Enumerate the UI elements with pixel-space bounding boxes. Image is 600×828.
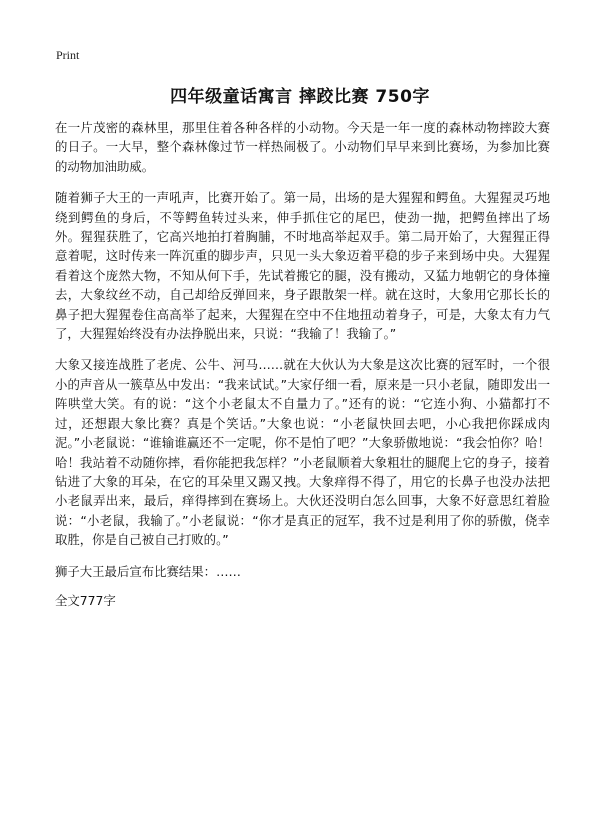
- article-body: [55, 118, 550, 622]
- article-paragraph: 狮子大王最后宣布比赛结果：……: [55, 563, 241, 579]
- article-paragraph: 在一片茂密的森林里，那里住着各种各样的小动物。今天是一年一度的森林动物摔跤大赛的日子。一大早，整个森林像过节一样热闹极了。小动物们早早来到比赛场，为参加比赛的动物加油助威。: [55, 120, 550, 174]
- article-paragraph: 随着狮子大王的一声吼声，比赛开始了。第一局，出场的是大猩猩和鳄鱼。大猩猩灵巧地绕到鳄鱼的身后，不等鳄鱼转过头来，伸手抓住它的尾巴，使劲一抛，把鳄鱼摔出了场外。猩猩获胜了，它高兴地拍打着胸脯，不时地高举起双手。第二局开始了，大猩猩正得意着呢，这时传来一阵沉重的脚步声，只见一头大象迈着平稳的步子来到场中央。大猩猩看着这个庞然大物，不知从何下手，先试着搬它的腿，没有搬动，又猛力地朝它的身体撞去，大象纹丝不动，自己却给反弹回来，身子跟散架一样。就在这时，大象用它那长长的鼻子把大猩猩卷住高高举了起来，大猩猩在空中不住地扭动着身子，可是，大象太有力气了，大猩猩始终没有办法挣脱出来，只说：“我输了！我输了。”: [55, 190, 550, 342]
- print-link[interactable]: Print: [56, 48, 80, 62]
- article-title: 四年级童话寓言 摔跤比赛 750字: [170, 87, 430, 107]
- word-count: 全文777字: [55, 592, 116, 608]
- article-paragraph: 大象又接连战胜了老虎、公牛、河马……就在大伙认为大象是这次比赛的冠军时，一个很小的声音从一簇草丛中发出：“我来试试。”大家仔细一看，原来是一只小老鼠，随即发出一阵哄堂大笑。有的说：“这个小老鼠太不自量力了。”还有的说：“它连小狗、小猫都打不过，还想跟大象比赛？真是个笑话。”大象也说：“小老鼠快回去吧，小心我把你踩成肉泥。”小老鼠说：“谁输谁赢还不一定呢，你不是怕了吧？”大象骄傲地说：“我会怕你？哈！哈！我站着不动随你摔，看你能把我怎样？”小老鼠顺着大象粗壮的腿爬上它的身子，接着钻进了大象的耳朵，在它的耳朵里又踢又拽。大象痒得不得了，用它的长鼻子也没办法把小老鼠弄出来，最后，痒得摔到在赛场上。大伙还没明白怎么回事，大象不好意思红着脸说：“小老鼠，我输了。”小老鼠说：“你才是真正的冠军，我不过是利用了你的骄傲，侥幸取胜，你是自己被自己打败的。”: [55, 357, 550, 548]
